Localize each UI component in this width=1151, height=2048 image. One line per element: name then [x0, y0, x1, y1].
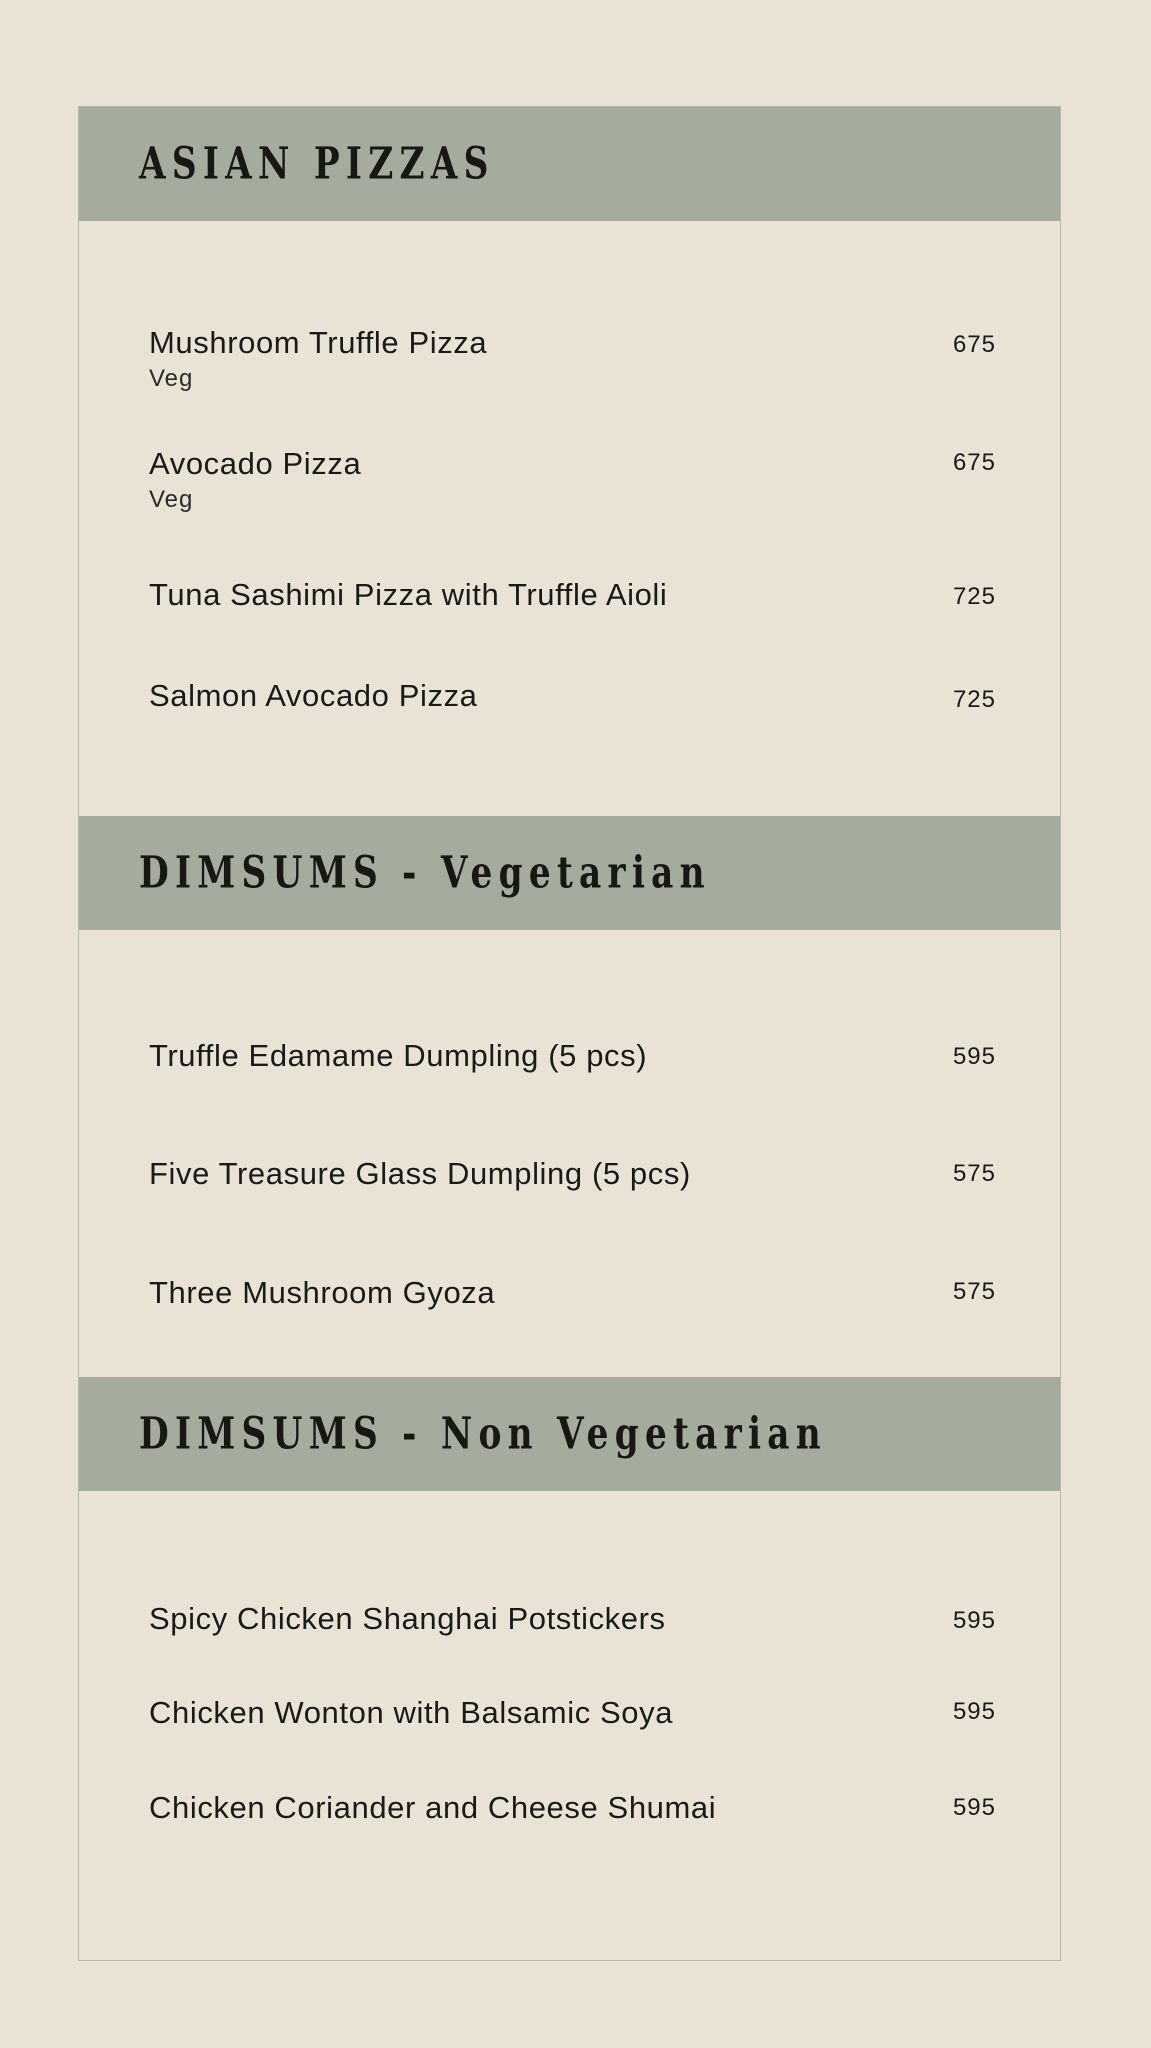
section-title-text: DIMSUMS - Non Vegetarian	[139, 1408, 827, 1460]
menu-card	[78, 106, 1061, 1961]
item-name: Truffle Edamame Dumpling (5 pcs)	[149, 1038, 648, 1073]
section-header-asian-pizzas	[79, 107, 1060, 221]
item-name: Tuna Sashimi Pizza with Truffle Aioli	[149, 577, 668, 612]
item-price: 675	[952, 331, 996, 358]
item-price: 725	[952, 686, 996, 713]
item-price: 575	[952, 1278, 996, 1305]
section-header-dimsums-non-vegetarian	[79, 1377, 1060, 1491]
item-name: Avocado Pizza	[149, 446, 362, 481]
item-name: Mushroom Truffle Pizza	[149, 325, 488, 360]
section-title-text: DIMSUMS - Vegetarian	[139, 847, 711, 899]
item-price: 595	[952, 1043, 996, 1070]
item-name: Three Mushroom Gyoza	[149, 1275, 496, 1310]
section-title	[139, 848, 872, 899]
item-diet-tag: Veg	[149, 486, 194, 513]
item-diet-tag: Veg	[149, 365, 194, 392]
item-price: 675	[952, 449, 996, 476]
item-price: 595	[952, 1794, 996, 1821]
item-name: Chicken Coriander and Cheese Shumai	[149, 1790, 717, 1825]
item-name: Salmon Avocado Pizza	[149, 678, 478, 713]
item-name: Chicken Wonton with Balsamic Soya	[149, 1695, 674, 1730]
section-header-dimsums-vegetarian	[79, 816, 1060, 930]
item-name: Spicy Chicken Shanghai Potstickers	[149, 1601, 666, 1636]
item-price: 595	[952, 1698, 996, 1725]
section-title	[139, 139, 595, 190]
item-price: 575	[952, 1160, 996, 1187]
item-price: 725	[952, 583, 996, 610]
item-price: 595	[952, 1607, 996, 1634]
section-title	[139, 1409, 1021, 1460]
section-title-text: ASIAN PIZZAS	[139, 138, 495, 190]
item-name: Five Treasure Glass Dumpling (5 pcs)	[149, 1156, 691, 1191]
